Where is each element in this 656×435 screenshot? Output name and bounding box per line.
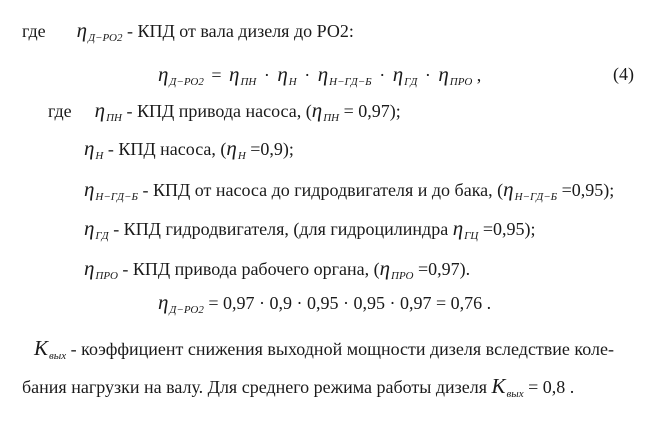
formula-4 — [158, 62, 481, 90]
eta-subscript: Д−РО2 — [169, 76, 204, 88]
eta-symbol: η — [158, 62, 169, 86]
def-n-gd-b: $\eta_{Н-ГД-Б}$ - КПД от насоса до гидродвигателя и до бака, $(\eta_{Н-ГД-Б} =0,95)$; — [84, 177, 615, 203]
dot-operator: · — [304, 65, 311, 85]
equation-number: (4) — [613, 64, 634, 84]
def-gd: $\eta_{ГД}$ - КПД гидродвигателя, (для гидроцилиндра $\eta_{ГЦ} =0,95$); — [84, 216, 536, 242]
factor-3: $\eta_{ГД}$ — [392, 62, 418, 88]
equals-sign: = — [211, 65, 222, 85]
dot-operator: · — [424, 65, 431, 85]
def-pro: $\eta_{ПРО}$ - КПД привода рабочего органа, $(\eta_{ПРО} =0,97)$. — [84, 256, 471, 282]
calc-line: $\eta_{Д-РО2} = 0,97 \cdot 0,9 \cdot 0,95 \cdot 0,95 \cdot 0,97 = 0,76$ . — [158, 290, 492, 316]
kvyh-line-2: бания нагрузки на валу. Для среднего режима работы дизеля $K_{вых} = 0,8$ . — [22, 374, 575, 400]
eta-symbol: η — [76, 18, 88, 42]
intro-text: - КПД от вала дизеля до РО2: — [127, 21, 354, 41]
def-n: $\eta_Н$ - КПД насоса, $(\eta_Н =0,9)$; — [84, 136, 294, 162]
intro-line — [22, 18, 354, 46]
factor-1: $\eta_Н$ — [277, 62, 297, 88]
factor-0: $\eta_{ПН}$ — [229, 62, 257, 88]
gde-word: где — [22, 21, 46, 41]
gde-word: где — [48, 101, 72, 121]
k-symbol: K — [491, 374, 506, 398]
formula-comma: , — [476, 65, 482, 85]
k-subscript: вых — [49, 350, 67, 362]
def-pn: где $\eta_{ПН}$ - КПД привода насоса, $(\eta_{ПН} = 0,97)$; — [48, 98, 401, 124]
kvyh-line-1: $K_{вых}$ - коэффициент снижения выходной мощности дизеля вследствие коле- — [34, 336, 614, 362]
factor-4: $\eta_{ПРО}$ — [438, 62, 473, 88]
eta-subscript: Д−РО2 — [88, 32, 123, 44]
dot-operator: · — [379, 65, 386, 85]
dot-operator: · — [263, 65, 270, 85]
k-symbol: K — [34, 336, 49, 360]
k-subscript: вых — [506, 388, 524, 400]
factor-2: $\eta_{Н-ГД-Б}$ — [317, 62, 372, 88]
